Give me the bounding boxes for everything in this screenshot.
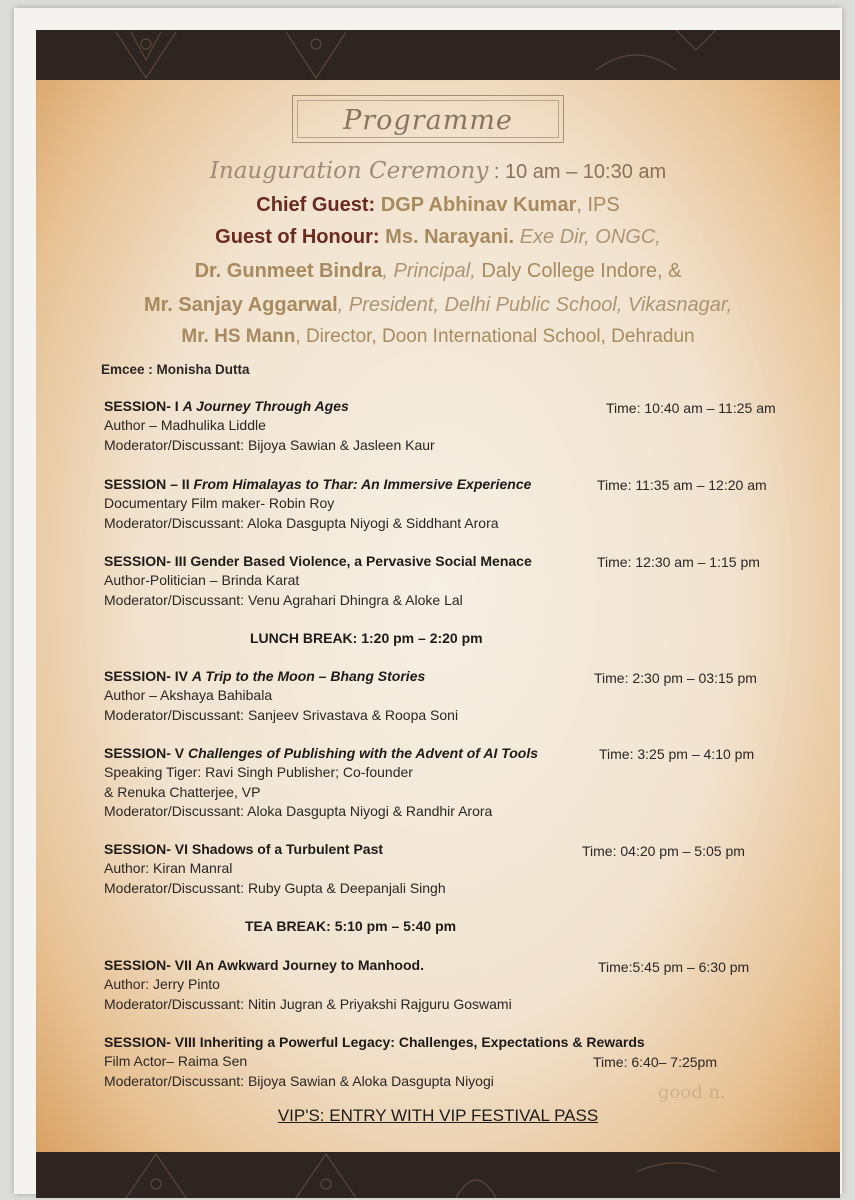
session-7-title: An Awkward Journey to Manhood. (195, 957, 424, 973)
session-5-title: Challenges of Publishing with the Advent of AI Tools (188, 745, 539, 761)
session-5-heading (104, 745, 538, 761)
ghost-text: good n. (658, 1082, 726, 1103)
guest-honour-name: Ms. Narayani. (385, 226, 515, 248)
programme-title-frame (292, 95, 564, 143)
guest-3-role: , President, Delhi Public School, Vikasnagar, (337, 294, 733, 316)
session-8-moderator: Moderator/Discussant: Bijoya Sawian & Aloka Dasgupta Niyogi (104, 1073, 494, 1089)
vip-note: VIP'S: ENTRY WITH VIP FESTIVAL PASS (277, 1106, 599, 1125)
ornament-icon (36, 30, 840, 80)
session-8-speaker: Film Actor– Raima Sen (104, 1053, 248, 1069)
session-7-moderator: Moderator/Discussant: Nitin Jugran & Priyakshi Rajguru Goswami (104, 996, 512, 1012)
session-3-heading (104, 553, 532, 569)
guest-3-name: Mr. Sanjay Aggarwal (143, 294, 338, 316)
top-decorative-band (36, 30, 840, 80)
session-3-time: Time: 12:30 am – 1:15 pm (597, 554, 760, 570)
chief-guest-name: DGP Abhinav Kumar (380, 194, 577, 216)
session-5-label: SESSION- V (104, 745, 185, 761)
chief-guest-suffix: , IPS (576, 194, 620, 216)
session-1-moderator: Moderator/Discussant: Bijoya Sawian & Jasleen Kaur (104, 437, 435, 453)
lunch-break: LUNCH BREAK: 1:20 pm – 2:20 pm (250, 630, 483, 646)
session-3-title: Gender Based Violence, a Pervasive Social Menace (190, 553, 532, 569)
session-6-title: Shadows of a Turbulent Past (191, 841, 384, 857)
inauguration-line (36, 158, 840, 184)
session-5-speaker: Speaking Tiger: Ravi Singh Publisher; Co-founder (104, 764, 413, 780)
guest-honour-label: Guest of Honour: (215, 226, 380, 248)
session-8-label: SESSION- VIII (104, 1034, 196, 1050)
guest-honour-line (36, 226, 840, 249)
session-7-heading (104, 957, 424, 973)
session-4-label: SESSION- IV (104, 668, 189, 684)
session-2-speaker: Documentary Film maker- Robin Roy (104, 495, 335, 511)
guest-2-line (36, 260, 840, 283)
session-3-label: SESSION- III (104, 553, 187, 569)
session-8-title: Inheriting a Powerful Legacy: Challenges, Expectations & Rewards (199, 1034, 645, 1050)
session-6-heading (104, 841, 383, 857)
guest-4-line (36, 326, 840, 348)
session-5-moderator: Moderator/Discussant: Aloka Dasgupta Niyogi & Randhir Arora (104, 803, 493, 819)
session-6-time: Time: 04:20 pm – 5:05 pm (582, 843, 745, 859)
session-8-time: Time: 6:40– 7:25pm (593, 1054, 717, 1070)
session-1-speaker: Author – Madhulika Liddle (104, 417, 266, 433)
guest-2-role: , Principal, (382, 260, 476, 282)
session-4-time: Time: 2:30 pm – 03:15 pm (594, 670, 757, 686)
emcee: Emcee : Monisha Dutta (101, 362, 250, 377)
bottom-decorative-band (36, 1152, 840, 1198)
session-2-title: From Himalayas to Thar: An Immersive Experience (193, 476, 532, 492)
session-7-speaker: Author: Jerry Pinto (104, 976, 220, 992)
session-6-label: SESSION- VI (104, 841, 189, 857)
session-7-time: Time:5:45 pm – 6:30 pm (598, 959, 750, 975)
chief-guest-label: Chief Guest: (256, 194, 376, 216)
programme-card (36, 30, 840, 1198)
session-6-moderator: Moderator/Discussant: Ruby Gupta & Deepanjali Singh (104, 880, 446, 896)
tea-break: TEA BREAK: 5:10 pm – 5:40 pm (245, 918, 457, 934)
session-6-speaker: Author: Kiran Manral (104, 860, 233, 876)
session-3-moderator: Moderator/Discussant: Venu Agrahari Dhingra & Aloke Lal (104, 592, 463, 608)
session-2-label: SESSION – II (104, 476, 190, 492)
session-4-title: A Trip to the Moon – Bhang Stories (191, 668, 426, 684)
session-2-heading (104, 476, 531, 492)
session-4-moderator: Moderator/Discussant: Sanjeev Srivastava & Roopa Soni (104, 707, 459, 723)
chief-guest-line (36, 194, 840, 217)
session-1-time: Time: 10:40 am – 11:25 am (606, 400, 776, 416)
session-2-moderator: Moderator/Discussant: Aloka Dasgupta Niyogi & Siddhant Arora (104, 515, 499, 531)
guest-4-role: , Director, Doon International School, Dehradun (295, 326, 695, 347)
paper-sheet (14, 8, 842, 1194)
session-4-heading (104, 668, 425, 684)
ornament-icon (36, 1152, 840, 1198)
guest-honour-role: Exe Dir, ONGC, (519, 226, 661, 248)
session-8-heading (104, 1034, 645, 1050)
programme-title: Programme (343, 105, 513, 136)
session-5-time: Time: 3:25 pm – 4:10 pm (599, 746, 755, 762)
guest-2-name: Dr. Gunmeet Bindra (194, 260, 383, 282)
session-2-time: Time: 11:35 am – 12:20 am (597, 477, 767, 493)
session-3-speaker: Author-Politician – Brinda Karat (104, 572, 300, 588)
guest-3-line (36, 294, 840, 317)
inauguration-time: : 10 am – 10:30 am (493, 161, 667, 183)
guest-4-name: Mr. HS Mann (181, 326, 296, 347)
session-1-label: SESSION- I (104, 398, 179, 414)
session-1-heading (104, 398, 349, 414)
session-1-title: A Journey Through Ages (182, 398, 349, 414)
inauguration-label: Inauguration Ceremony (209, 158, 489, 184)
guest-2-org: Daly College Indore, & (481, 260, 682, 282)
session-7-label: SESSION- VII (104, 957, 192, 973)
session-4-speaker: Author – Akshaya Bahibala (104, 687, 273, 703)
session-5-speaker-2: & Renuka Chatterjee, VP (104, 784, 261, 800)
